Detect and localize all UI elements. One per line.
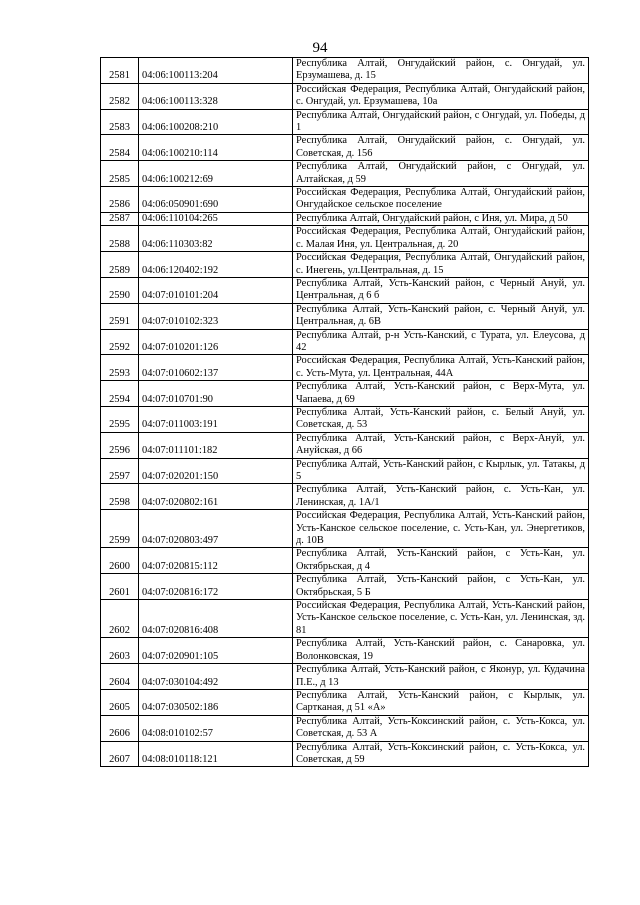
address: Республика Алтай, Онгудайский район, с Иня, ул. Мира, д 50 xyxy=(293,212,589,225)
address: Республика Алтай, Усть-Канский район, с Усть-Кан, ул. Октябрьская, 5 Б xyxy=(293,574,589,600)
cadastral-number: 04:07:011003:191 xyxy=(139,406,293,432)
row-number: 2595 xyxy=(101,406,139,432)
address: Республика Алтай, Усть-Канский район, с. Белый Ануй, ул. Советская, д. 53 xyxy=(293,406,589,432)
address: Республика Алтай, Усть-Канский район, с Верх-Ануй, ул. Ануйская, д 66 xyxy=(293,432,589,458)
row-number: 2599 xyxy=(101,510,139,548)
address: Российская Федерация, Республика Алтай, Усть-Канский район, с. Усть-Мута, ул. Центральная, 44А xyxy=(293,355,589,381)
address: Республика Алтай, Усть-Канский район, с. Черный Ануй, ул. Центральная, д. 6В xyxy=(293,303,589,329)
table-row xyxy=(101,638,589,664)
row-number: 2604 xyxy=(101,664,139,690)
row-number: 2593 xyxy=(101,355,139,381)
table-row xyxy=(101,548,589,574)
address: Республика Алтай, Усть-Коксинский район, с. Усть-Кокса, ул. Советская, д 59 xyxy=(293,741,589,767)
row-number: 2606 xyxy=(101,715,139,741)
cadastral-number: 04:06:100208:210 xyxy=(139,109,293,135)
cadastral-number: 04:06:100113:204 xyxy=(139,58,293,84)
row-number: 2583 xyxy=(101,109,139,135)
table-row xyxy=(101,277,589,303)
address: Российская Федерация, Республика Алтай, Усть-Канский район, Усть-Канское сельское поселение, с. Усть-Кан, ул. Ленинская, зд. 81 xyxy=(293,600,589,638)
address: Республика Алтай, Усть-Канский район, с Кырлык, ул. Татакы, д 5 xyxy=(293,458,589,484)
table-row xyxy=(101,303,589,329)
cadastral-number: 04:06:100212:69 xyxy=(139,161,293,187)
address: Российская Федерация, Республика Алтай, Онгудайский район, Онгудайское сельское поселение xyxy=(293,187,589,213)
row-number: 2597 xyxy=(101,458,139,484)
row-number: 2587 xyxy=(101,212,139,225)
table-row xyxy=(101,406,589,432)
table-row xyxy=(101,458,589,484)
cadastral-number: 04:07:020802:161 xyxy=(139,484,293,510)
row-number: 2590 xyxy=(101,277,139,303)
address: Российская Федерация, Республика Алтай, Усть-Канский район, Усть-Канское сельское поселение, с. Усть-Кан, ул. Энергетиков, д. 10В xyxy=(293,510,589,548)
registry-table-body xyxy=(101,58,589,767)
table-row xyxy=(101,689,589,715)
row-number: 2582 xyxy=(101,83,139,109)
row-number: 2598 xyxy=(101,484,139,510)
address: Республика Алтай, Усть-Канский район, с Усть-Кан, ул. Октябрьская, д 4 xyxy=(293,548,589,574)
address: Республика Алтай, Онгудайский район, с. Онгудай, ул. Ерзумашева, д. 15 xyxy=(293,58,589,84)
table-row xyxy=(101,329,589,355)
cadastral-number: 04:08:010102:57 xyxy=(139,715,293,741)
page-number: 94 xyxy=(312,40,328,56)
table-row xyxy=(101,381,589,407)
table-row xyxy=(101,574,589,600)
cadastral-number: 04:07:010201:126 xyxy=(139,329,293,355)
table-row xyxy=(101,510,589,548)
cadastral-number: 04:07:020201:150 xyxy=(139,458,293,484)
cadastral-number: 04:08:010118:121 xyxy=(139,741,293,767)
cadastral-number: 04:07:030104:492 xyxy=(139,664,293,690)
table-row xyxy=(101,432,589,458)
cadastral-number: 04:06:100113:328 xyxy=(139,83,293,109)
table-row xyxy=(101,226,589,252)
table-row xyxy=(101,741,589,767)
row-number: 2584 xyxy=(101,135,139,161)
address: Республика Алтай, Усть-Канский район, с Кырлык, ул. Сартканая, д 51 «А» xyxy=(293,689,589,715)
table-row xyxy=(101,715,589,741)
row-number: 2586 xyxy=(101,187,139,213)
address: Республика Алтай, Усть-Канский район, с Яконур, ул. Кудачина П.Е., д 13 xyxy=(293,664,589,690)
row-number: 2581 xyxy=(101,58,139,84)
table-row xyxy=(101,135,589,161)
row-number: 2591 xyxy=(101,303,139,329)
address: Республика Алтай, р-н Усть-Канский, с Турата, ул. Елеусова, д 42 xyxy=(293,329,589,355)
table-row xyxy=(101,58,589,84)
cadastral-number: 04:07:030502:186 xyxy=(139,689,293,715)
row-number: 2592 xyxy=(101,329,139,355)
row-number: 2603 xyxy=(101,638,139,664)
table-row xyxy=(101,664,589,690)
cadastral-number: 04:06:110303:82 xyxy=(139,226,293,252)
address: Республика Алтай, Усть-Коксинский район, с. Усть-Кокса, ул. Советская, д. 53 А xyxy=(293,715,589,741)
table-row xyxy=(101,252,589,278)
table-row xyxy=(101,600,589,638)
address: Республика Алтай, Усть-Канский район, с. Усть-Кан, ул. Ленинская, д. 1А/1 xyxy=(293,484,589,510)
address: Российская Федерация, Республика Алтай, Онгудайский район, с. Инегень, ул.Центральная, д. 15 xyxy=(293,252,589,278)
address: Республика Алтай, Онгудайский район, с Онгудай, ул. Победы, д 1 xyxy=(293,109,589,135)
address: Российская Федерация, Республика Алтай, Онгудайский район, с. Онгудай, ул. Ерзумашева, 10а xyxy=(293,83,589,109)
cadastral-number: 04:07:010102:323 xyxy=(139,303,293,329)
row-number: 2607 xyxy=(101,741,139,767)
table-row xyxy=(101,212,589,225)
row-number: 2596 xyxy=(101,432,139,458)
row-number: 2585 xyxy=(101,161,139,187)
address: Республика Алтай, Онгудайский район, с Онгудай, ул. Алтайская, д 59 xyxy=(293,161,589,187)
row-number: 2600 xyxy=(101,548,139,574)
address: Республика Алтай, Усть-Канский район, с. Санаровка, ул. Волонковская, 19 xyxy=(293,638,589,664)
cadastral-number: 04:06:110104:265 xyxy=(139,212,293,225)
address: Российская Федерация, Республика Алтай, Онгудайский район, с. Малая Иня, ул. Центральная, д. 20 xyxy=(293,226,589,252)
cadastral-number: 04:07:010602:137 xyxy=(139,355,293,381)
cadastral-number: 04:07:020901:105 xyxy=(139,638,293,664)
cadastral-number: 04:07:020816:408 xyxy=(139,600,293,638)
cadastral-number: 04:07:020816:172 xyxy=(139,574,293,600)
address: Республика Алтай, Усть-Канский район, с Верх-Мута, ул. Чапаева, д 69 xyxy=(293,381,589,407)
table-row xyxy=(101,83,589,109)
row-number: 2594 xyxy=(101,381,139,407)
table-row xyxy=(101,161,589,187)
row-number: 2601 xyxy=(101,574,139,600)
table-row xyxy=(101,187,589,213)
cadastral-number: 04:07:010701:90 xyxy=(139,381,293,407)
row-number: 2602 xyxy=(101,600,139,638)
cadastral-number: 04:06:050901:690 xyxy=(139,187,293,213)
table-row xyxy=(101,355,589,381)
row-number: 2605 xyxy=(101,689,139,715)
address: Республика Алтай, Усть-Канский район, с Черный Ануй, ул. Центральная, д 6 б xyxy=(293,277,589,303)
cadastral-number: 04:06:100210:114 xyxy=(139,135,293,161)
cadastral-number: 04:07:011101:182 xyxy=(139,432,293,458)
registry-table xyxy=(100,57,589,767)
cadastral-number: 04:06:120402:192 xyxy=(139,252,293,278)
table-row xyxy=(101,109,589,135)
cadastral-number: 04:07:010101:204 xyxy=(139,277,293,303)
cadastral-number: 04:07:020803:497 xyxy=(139,510,293,548)
address: Республика Алтай, Онгудайский район, с. Онгудай, ул. Советская, д. 156 xyxy=(293,135,589,161)
row-number: 2589 xyxy=(101,252,139,278)
cadastral-number: 04:07:020815:112 xyxy=(139,548,293,574)
row-number: 2588 xyxy=(101,226,139,252)
table-row xyxy=(101,484,589,510)
